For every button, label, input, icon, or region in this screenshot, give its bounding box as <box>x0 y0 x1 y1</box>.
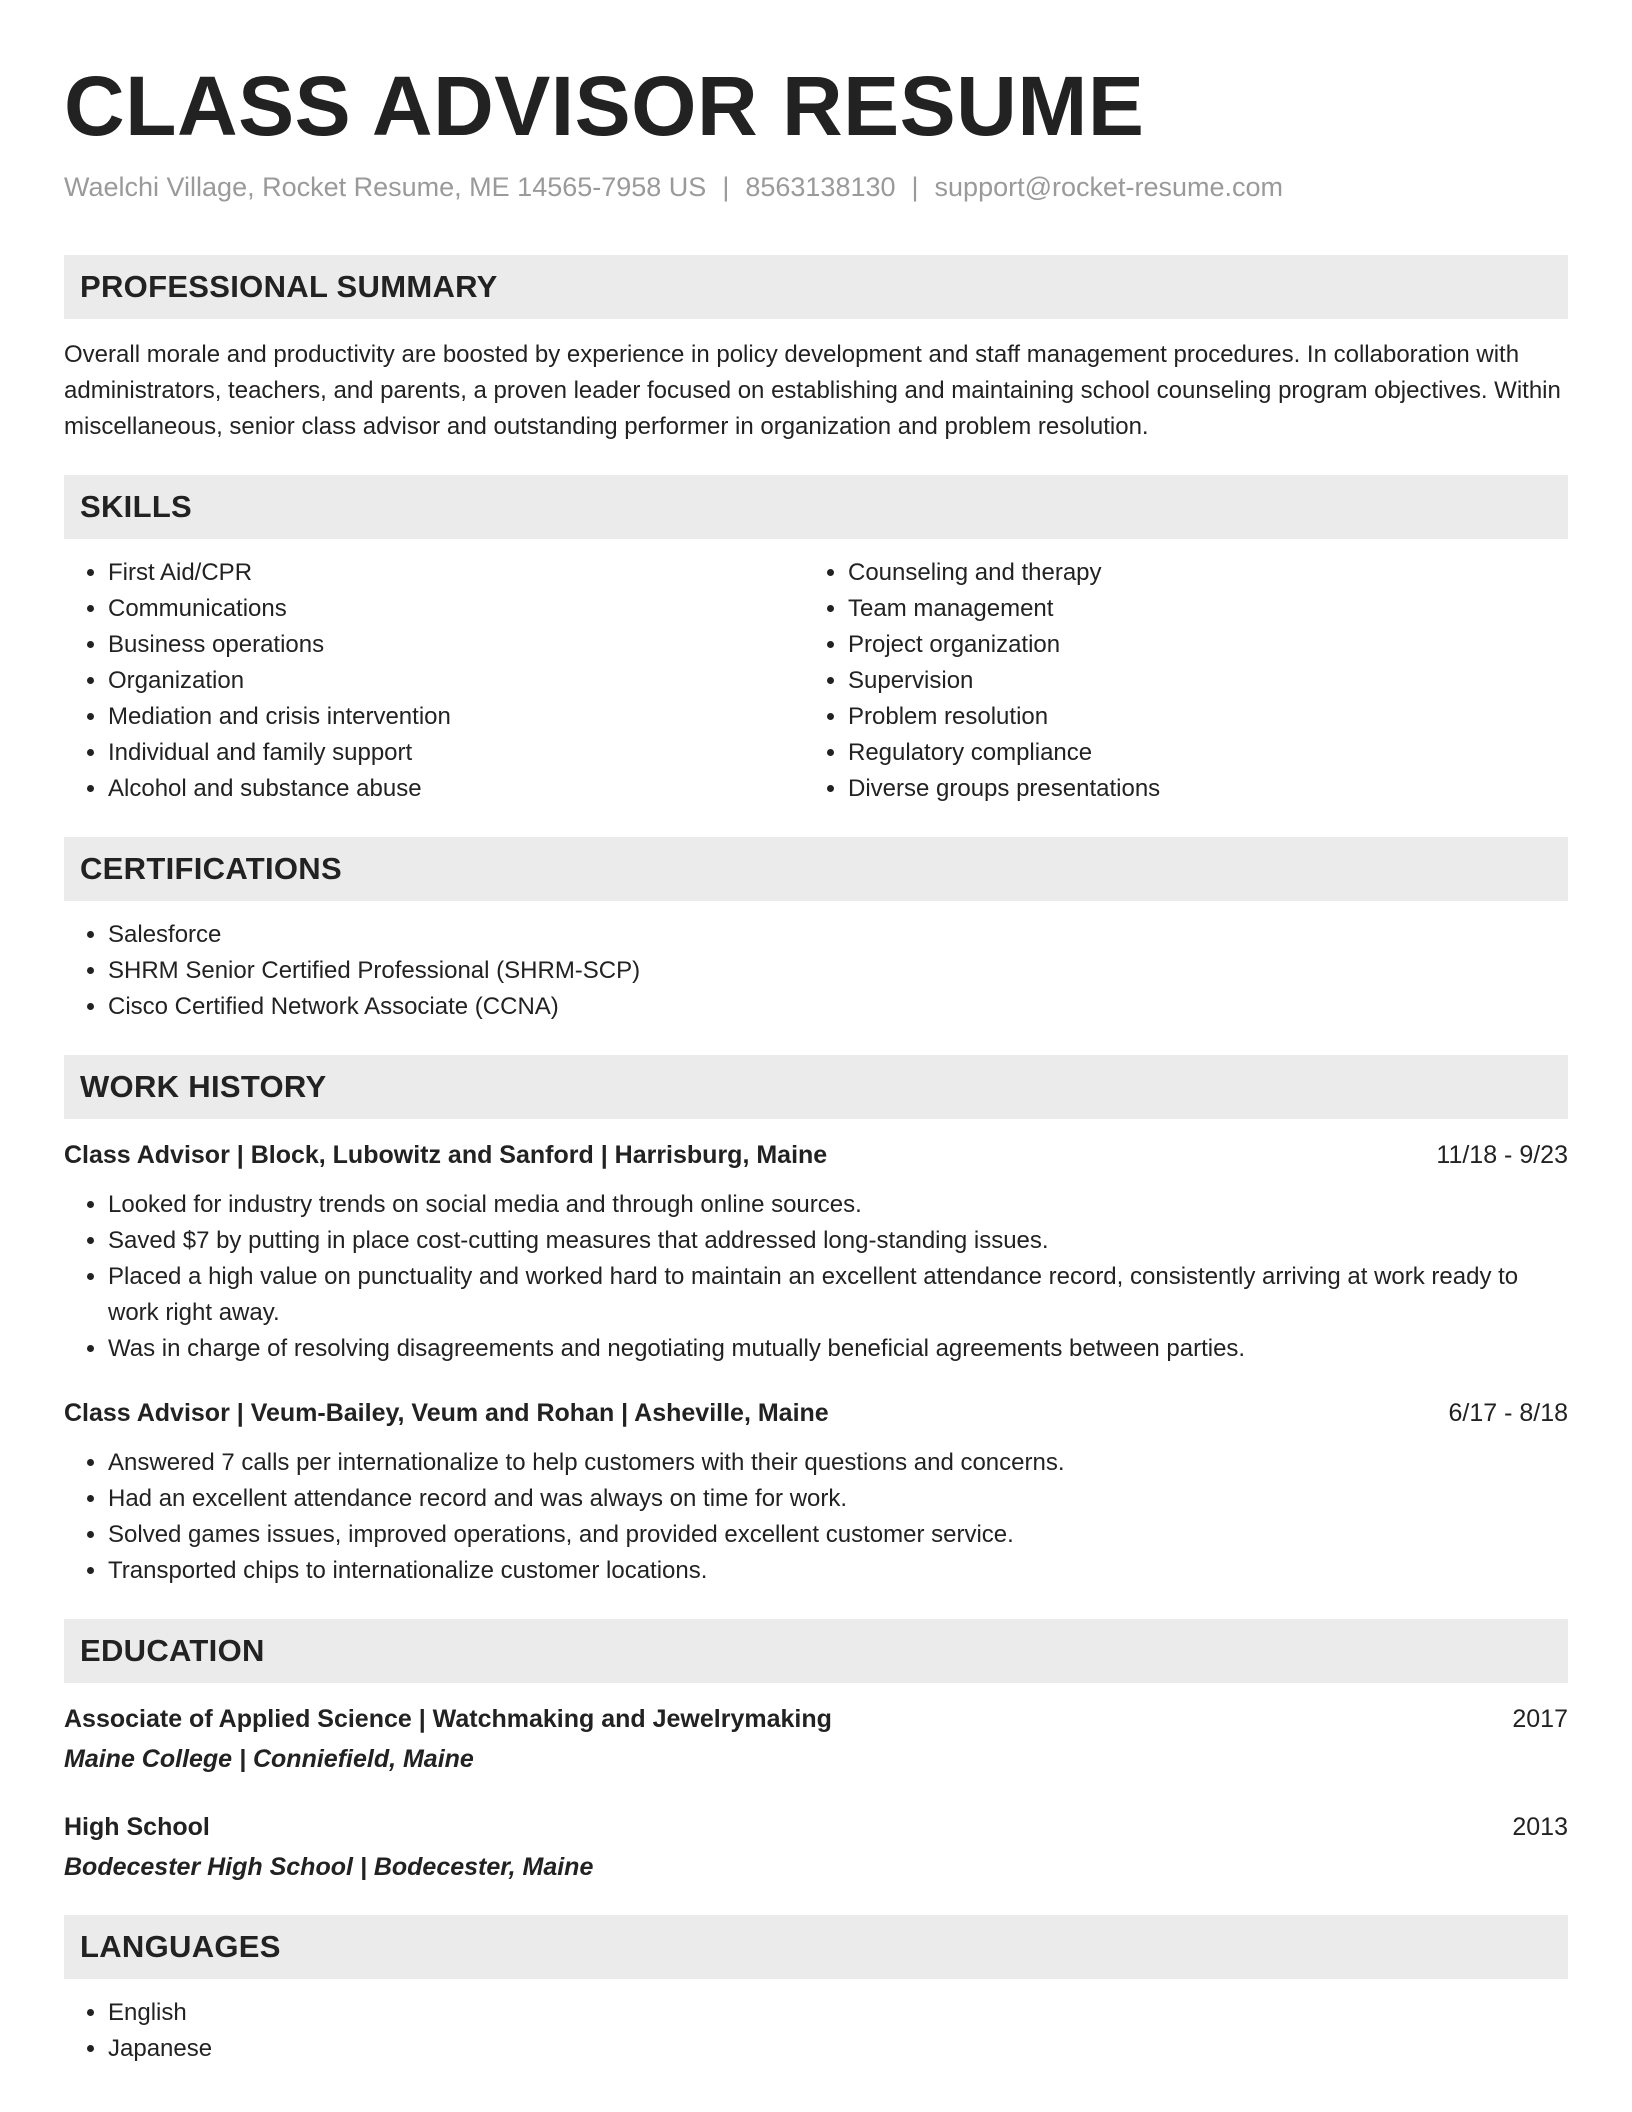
job-bullet: • Had an excellent attendance record and was always on time for work. <box>108 1481 1568 1517</box>
skill-item: • First Aid/CPR <box>108 555 804 591</box>
skill-item: • Individual and family support <box>108 735 804 771</box>
skills-column-right <box>804 555 1544 807</box>
job-bullets <box>64 1187 1568 1367</box>
skill-item: • Regulatory compliance <box>848 735 1544 771</box>
skill-item: • Communications <box>108 591 804 627</box>
skill-item: • Counseling and therapy <box>848 555 1544 591</box>
contact-address: Waelchi Village, Rocket Resume, ME 14565-7958 US <box>64 172 707 203</box>
education-degree: Associate of Applied Science | Watchmaking and Jewelrymaking <box>64 1705 832 1734</box>
contact-line <box>64 172 1568 203</box>
section-heading: SKILLS <box>80 489 193 525</box>
contact-separator: | <box>722 172 730 203</box>
job-title: Class Advisor | Veum-Bailey, Veum and Rohan | Asheville, Maine <box>64 1399 829 1428</box>
skills-columns <box>64 555 1568 807</box>
education-year: 2017 <box>1512 1705 1568 1734</box>
resume-title: CLASS ADVISOR RESUME <box>64 59 1145 153</box>
certification-item: • Cisco Certified Network Associate (CCNA) <box>108 989 1568 1025</box>
section-header-summary <box>64 255 1568 319</box>
section-header-skills <box>64 475 1568 539</box>
job-header <box>64 1395 1568 1431</box>
skill-item: • Diverse groups presentations <box>848 771 1544 807</box>
education-entry <box>64 1809 1568 1885</box>
language-item: • Japanese <box>108 2031 1568 2067</box>
education-degree: High School <box>64 1813 210 1842</box>
job-bullet: • Solved games issues, improved operations, and provided excellent customer service. <box>108 1517 1568 1553</box>
section-heading: LANGUAGES <box>80 1929 281 1965</box>
skill-item: • Organization <box>108 663 804 699</box>
job-bullet: • Saved $7 by putting in place cost-cutting measures that addressed long-standing issues. <box>108 1223 1568 1259</box>
job-bullets <box>64 1445 1568 1589</box>
job-header <box>64 1137 1568 1173</box>
education-entry <box>64 1701 1568 1777</box>
section-heading: PROFESSIONAL SUMMARY <box>80 269 498 305</box>
skill-item: • Project organization <box>848 627 1544 663</box>
section-heading: CERTIFICATIONS <box>80 851 342 887</box>
education-header <box>64 1809 1568 1845</box>
section-header-education <box>64 1619 1568 1683</box>
education-school: Maine College | Conniefield, Maine <box>64 1745 474 1774</box>
section-header-work-history <box>64 1055 1568 1119</box>
certification-item: • SHRM Senior Certified Professional (SHRM-SCP) <box>108 953 1568 989</box>
section-header-languages <box>64 1915 1568 1979</box>
job-bullet: • Placed a high value on punctuality and worked hard to maintain an excellent attendance record, consistently arriving at work ready to work right away. <box>108 1259 1568 1331</box>
languages-list <box>64 1995 1568 2067</box>
skills-column-left <box>64 555 804 807</box>
education-header <box>64 1701 1568 1737</box>
summary-text: Overall morale and productivity are boosted by experience in policy development and staff management procedures. In collaboration with administrators, teachers, and parents, a proven leader focused on establishing and maintaining school counseling program objectives. Within miscellaneous, senior class advisor and outstanding performer in organization and problem resolution. <box>64 341 1561 441</box>
job-entry <box>64 1137 1568 1367</box>
skill-item: • Problem resolution <box>848 699 1544 735</box>
job-dates: 11/18 - 9/23 <box>1436 1141 1568 1170</box>
job-entry <box>64 1395 1568 1589</box>
skill-item: • Team management <box>848 591 1544 627</box>
contact-separator: | <box>911 172 919 203</box>
job-dates: 6/17 - 8/18 <box>1448 1399 1568 1428</box>
contact-email: support@rocket-resume.com <box>934 172 1284 203</box>
education-school: Bodecester High School | Bodecester, Maine <box>64 1853 594 1882</box>
education-year: 2013 <box>1512 1813 1568 1842</box>
job-bullet: • Answered 7 calls per internationalize to help customers with their questions and concerns. <box>108 1445 1568 1481</box>
skill-item: • Supervision <box>848 663 1544 699</box>
job-bullet: • Was in charge of resolving disagreements and negotiating mutually beneficial agreements between parties. <box>108 1331 1568 1367</box>
certification-item: • Salesforce <box>108 917 1568 953</box>
contact-phone: 8563138130 <box>745 172 896 203</box>
skill-item: • Alcohol and substance abuse <box>108 771 804 807</box>
certifications-list <box>64 917 1568 1025</box>
section-heading: EDUCATION <box>80 1633 265 1669</box>
skill-item: • Mediation and crisis intervention <box>108 699 804 735</box>
job-bullet: • Looked for industry trends on social media and through online sources. <box>108 1187 1568 1223</box>
job-title: Class Advisor | Block, Lubowitz and Sanford | Harrisburg, Maine <box>64 1141 828 1170</box>
job-bullet: • Transported chips to internationalize customer locations. <box>108 1553 1568 1589</box>
skill-item: • Business operations <box>108 627 804 663</box>
language-item: • English <box>108 1995 1568 2031</box>
section-header-certifications <box>64 837 1568 901</box>
section-heading: WORK HISTORY <box>80 1069 327 1105</box>
